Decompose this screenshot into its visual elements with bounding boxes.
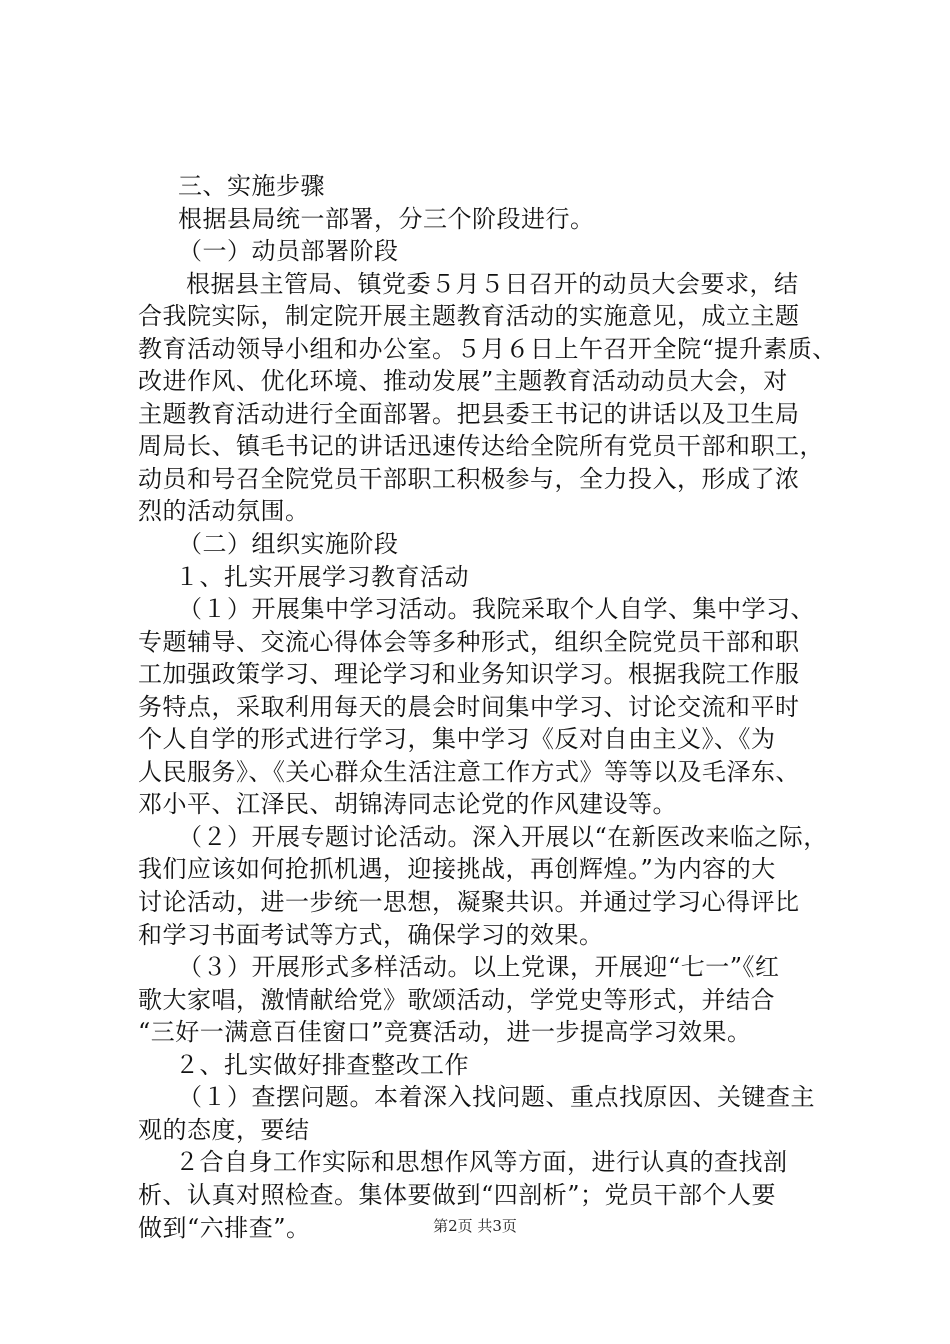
paragraph-line: 烈的活动氛围。 <box>138 497 310 526</box>
paragraph-line: 和学习书面考试等方式，确保学习的效果。 <box>138 920 604 949</box>
page-number-footer: 第2页 共3页 <box>433 1217 517 1235</box>
paragraph-line: 工加强政策学习、理论学习和业务知识学习。根据我院工作服 <box>138 660 800 689</box>
paragraph-line: （３）开展形式多样活动。以上党课，开展迎“七一”《红 <box>178 953 780 982</box>
paragraph-line: （１）查摆问题。本着深入找问题、重点找原因、关键查主 <box>178 1083 815 1112</box>
subsection-heading: （一）动员部署阶段 <box>178 237 399 266</box>
paragraph-line: 改进作风、优化环境、推动发展”主题教育活动动员大会，对 <box>138 367 788 396</box>
paragraph-line: 我们应该如何抢抓机遇，迎接挑战，再创辉煌。”为内容的大 <box>138 855 776 884</box>
paragraph-line: 歌大家唱，激情献给党》歌颂活动，学党史等形式，并结合 <box>138 985 775 1014</box>
paragraph-line: 根据县局统一部署，分三个阶段进行。 <box>178 204 595 233</box>
paragraph-line: 做到“六排查”。 <box>138 1213 311 1242</box>
paragraph-line: 人民服务》、《关心群众生活注意工作方式》等等以及毛泽东、 <box>138 757 800 786</box>
paragraph-line: 务特点，采取利用每天的晨会时间集中学习、讨论交流和平时 <box>138 692 800 721</box>
paragraph-line: 析、认真对照检查。集体要做到“四剖析”；党员干部个人要 <box>138 1180 777 1209</box>
paragraph-line: 周局长、镇毛书记的讲话迅速传达给全院所有党员干部和职工， <box>138 432 824 461</box>
subsection-heading: （二）组织实施阶段 <box>178 530 399 559</box>
paragraph-line: 动员和号召全院党员干部职工积极参与，全力投入，形成了浓 <box>138 464 800 493</box>
paragraph-line: 邓小平、江泽民、胡锦涛同志论党的作风建设等。 <box>138 790 677 819</box>
paragraph-line: 主题教育活动进行全面部署。把县委王书记的讲话以及卫生局 <box>138 399 800 428</box>
item-heading: １、扎实开展学习教育活动 <box>175 562 469 591</box>
paragraph-line: 个人自学的形式进行学习，集中学习《反对自由主义》、《为 <box>138 725 776 754</box>
item-heading: ２、扎实做好排查整改工作 <box>175 1050 469 1079</box>
paragraph-line: 观的态度，要结 <box>138 1115 310 1144</box>
paragraph-line: “三好一满意百佳窗口”竞赛活动，进一步提高学习效果。 <box>138 1018 752 1047</box>
paragraph-line: 讨论活动，进一步统一思想，凝聚共识。并通过学习心得评比 <box>138 888 800 917</box>
paragraph-line: （２）开展专题讨论活动。深入开展以“在新医改来临之际， <box>178 822 828 851</box>
paragraph-line: 根据县主管局、镇党委５月５日召开的动员大会要求，结 <box>186 269 799 298</box>
paragraph-line: 教育活动领导小组和办公室。５月６日上午召开全院“提升素质、 <box>138 334 837 363</box>
paragraph-line: 专题辅导、交流心得体会等多种形式，组织全院党员干部和职 <box>138 627 800 656</box>
paragraph-line: ２合自身工作实际和思想作风等方面，进行认真的查找剖 <box>175 1148 788 1177</box>
section-heading: 三、实施步骤 <box>178 172 325 200</box>
paragraph-line: 合我院实际，制定院开展主题教育活动的实施意见，成立主题 <box>138 302 800 331</box>
document-body <box>138 170 838 1244</box>
paragraph-line: （１）开展集中学习活动。我院采取个人自学、集中学习、 <box>178 595 815 624</box>
